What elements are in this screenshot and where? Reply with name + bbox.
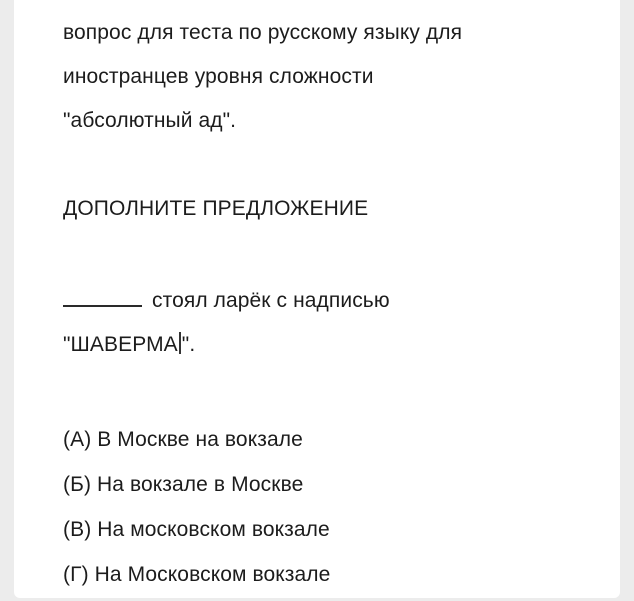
sign-text-main: "ШАВЕРМА	[63, 333, 178, 356]
intro-line-3: "абсолютный ад".	[63, 109, 237, 132]
text-cursor	[179, 332, 181, 354]
sign-text	[63, 332, 195, 358]
option-b: (Б) На вокзале в Москве	[63, 473, 304, 496]
task-sentence	[63, 288, 390, 314]
option-c: (В) На московском вокзале	[63, 518, 330, 541]
task-heading: ДОПОЛНИТЕ ПРЕДЛОЖЕНИЕ	[63, 197, 369, 220]
intro-line-2: иностранцев уровня сложности	[63, 65, 374, 88]
option-d: (Г) На Московском вокзале	[63, 563, 331, 586]
option-a: (А) В Москве на вокзале	[63, 428, 303, 451]
sign-text-end: ".	[181, 333, 196, 356]
answer-blank	[63, 289, 142, 307]
intro-line-1: вопрос для теста по русскому языку для	[63, 21, 463, 44]
question-card	[14, 0, 620, 598]
sentence-rest: стоял ларёк с надписью	[152, 289, 390, 312]
